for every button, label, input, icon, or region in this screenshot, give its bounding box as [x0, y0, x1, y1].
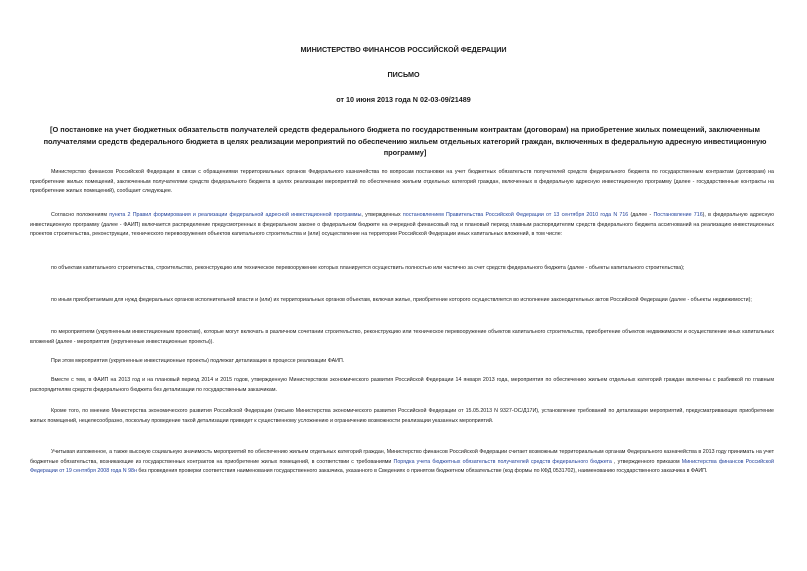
paragraph-9-text-3: без проведения проверки соответствия наименования государственного заказчика, указанного в Сведениях о принятом бюджетном обязательстве (код формы по КФД 0531702), наименованию государственного заказчика в ФАИП. [136, 468, 708, 475]
link-ministry-order-98n[interactable]: Министерства финансов Российской Федерации от 19 сентября 2008 года N 98н [30, 458, 774, 475]
paragraph-4: по иным приобретаемым для нужд федеральных органов исполнительной власти и (или) их территориальных органов объектам, включая жилье, приобретение которого осуществляется во исполнение законодательных актов Российской Федерации (далее - объекты недвижимости); [51, 297, 752, 303]
ministry-heading: МИНИСТЕРСТВО ФИНАНСОВ РОССИЙСКОЙ ФЕДЕРАЦИИ [300, 45, 507, 54]
link-decree-716-short[interactable]: Постановление 716 [653, 212, 703, 218]
paragraph-3: по объектам капитального строительства, строительство, реконструкцию или техническое перевооружение которых планируется осуществить полностью или частично за счет средств федерального бюджета (далее - объекты капитального строительства); [51, 265, 685, 271]
paragraph-9-text-1: Учитывая изложенное, а также высокую социальную значимость мероприятий по обеспечению жильем отдельных категорий граждан, Министерство финансов Российской Федерации считает возможным территориальным органам Федерального казначейства в 2013 году принимать на учет бюджетные обязательства, возникающие из государственных контрактов на приобретение жилых помещений, в соответствии с требованиями [30, 449, 774, 465]
paragraph-2 [30, 211, 774, 240]
link-accounting-procedure[interactable]: Порядка учета бюджетных обязательств получателей средств федерального бюджета [393, 458, 612, 465]
link-government-decree-716[interactable]: постановлением Правительства Российской Федерации от 13 сентября 2010 года N 716 [402, 212, 629, 218]
paragraph-2-text-1: Согласно положениям [51, 212, 110, 218]
paragraph-5: по мероприятиям (укрупненным инвестиционным проектам), которые могут включать в различном сочетании строительство, реконструкцию или техническое перевооружение объектов капитального строительства, приобретение объектов недвижимости и осуществление иных капитальных вложений (далее - мероприятия (укрупненные инвестиционные проекты)). [30, 329, 774, 345]
paragraph-2-text-3: (далее - [628, 212, 654, 218]
paragraph-7: Вместе с тем, в ФАИП на 2013 год и на плановый период 2014 и 2015 годов, утвержденную Министерством экономического развития Российской Федерации 14 января 2013 года, мероприятия по обеспечению жильем отдельных категорий граждан включены с разбивкой по главным распорядителям средств федерального бюджета без детализации по государственным заказчикам. [30, 377, 774, 393]
link-rules-clause-2[interactable]: пункта 2 Правил формирования и реализации федеральной адресной инвестиционной программы [109, 212, 362, 218]
paragraph-8: Кроме того, по мнению Министерства экономического развития Российской Федерации (письмо Министерства экономического развития Российской Федерации от 15.05.2013 N 9327-ОС/Д17И), установление требований по детализации мероприятий, предусматривающих приобретение жилых помещений, нецелесообразно, поскольку проведение такой детализации приведет к существенному усложнению и ограничению возможности реализации указанных мероприятий. [30, 408, 774, 424]
paragraph-9-text-2: , утвержденного приказом [611, 458, 682, 465]
paragraph-6: При этом мероприятия (укрупненные инвестиционные проекты) подлежат детализации в процессе реализации ФАИП. [51, 358, 345, 364]
paragraph-9 [30, 448, 774, 477]
document-type-heading: ПИСЬМО [387, 70, 420, 79]
document-subject: [О постановке на учет бюджетных обязательств получателей средств федерального бюджета по государственным контрактам (договорам) на приобретение жилых помещений, заключенным получателями средств федерального бюджета в целях реализации мероприятий по обеспечению жильем отдельных категорий граждан, включенных в федеральную адресную инвестиционную программу] [43, 125, 767, 157]
paragraph-2-text-4: ), в федеральную адресную инвестиционную программу (далее - ФАИП) включается распределение предусмотренных в федеральном законе о федеральном бюджете на очередной финансовый год и плановый период главным распорядителям средств федерального бюджета ассигнований на реализацию инвестиционных проектов строительства, реконструкции, технического перевооружения объектов капитального строительства и (или) осуществление на территории Российской Федерации иных капитальных вложений, в том числе: [30, 212, 774, 238]
paragraph-2-text-2: , утвержденных [361, 212, 403, 218]
paragraph-1: Министерство финансов Российской Федерации в связи с обращениями территориальных органов Федерального казначейства по вопросам постановки на учет бюджетных обязательств получателей средств федерального бюджета по государственным контрактам (договорам) на приобретение жилых помещений, заключенным получателями средств федерального бюджета в целях реализации мероприятий по обеспечению жильем отдельных категорий граждан, включенных в федеральную адресную инвестиционную программу (далее - государственные контракты на приобретение жилых помещений), сообщает следующее. [30, 169, 774, 195]
document-date-number: от 10 июня 2013 года N 02-03-09/21489 [336, 95, 471, 104]
